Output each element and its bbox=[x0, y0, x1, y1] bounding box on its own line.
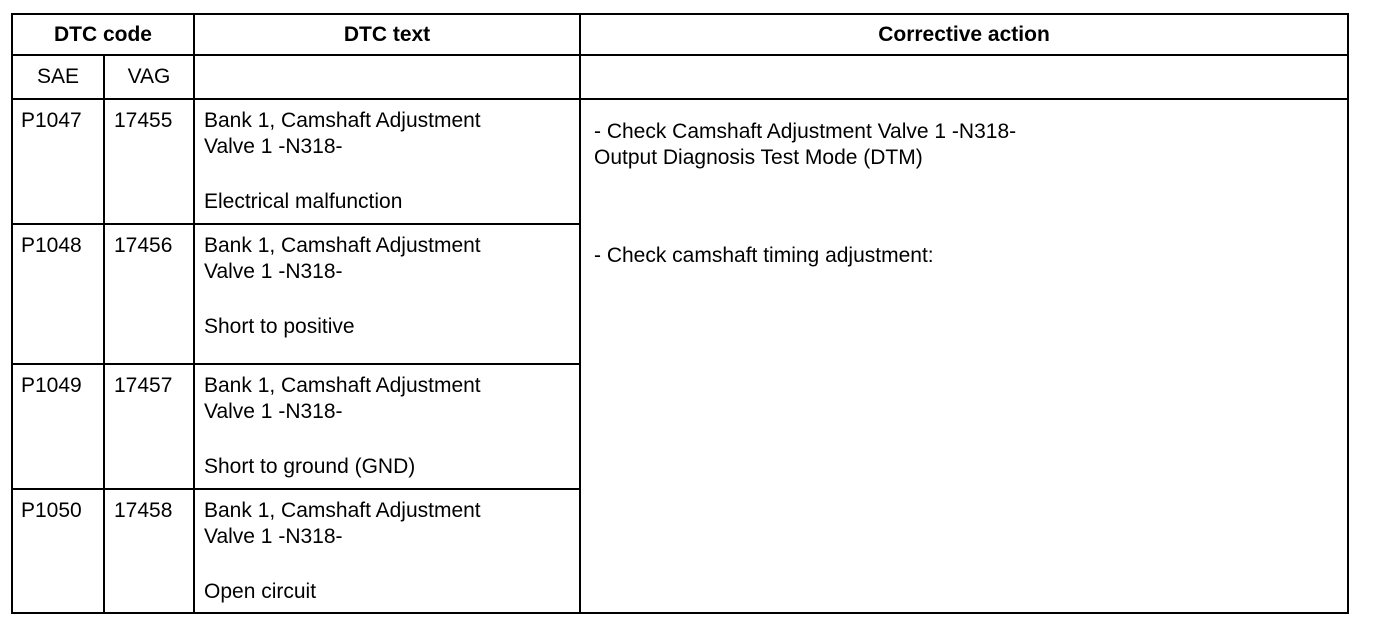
dtc-condition: Short to ground (GND) bbox=[204, 455, 416, 478]
subheader-sae: SAE bbox=[12, 55, 104, 99]
dtc-text-line2: Valve 1 -N318- bbox=[204, 400, 343, 423]
vag-code: 17458 bbox=[104, 489, 194, 613]
table-row bbox=[12, 99, 1348, 224]
table-subheader-row bbox=[12, 55, 1348, 99]
dtc-text-line1: Bank 1, Camshaft Adjustment bbox=[204, 499, 481, 522]
dtc-text-line2: Valve 1 -N318- bbox=[204, 525, 343, 548]
sae-code: P1049 bbox=[12, 364, 104, 489]
header-dtc-text: DTC text bbox=[194, 14, 580, 55]
dtc-condition: Short to positive bbox=[204, 315, 355, 338]
sae-code: P1050 bbox=[12, 489, 104, 613]
action-line1: - Check Camshaft Adjustment Valve 1 -N318- bbox=[594, 120, 1017, 143]
table-header-row bbox=[12, 14, 1348, 55]
vag-code: 17456 bbox=[104, 224, 194, 364]
dtc-text-line1: Bank 1, Camshaft Adjustment bbox=[204, 234, 481, 257]
dtc-description bbox=[194, 364, 580, 489]
vag-code: 17457 bbox=[104, 364, 194, 489]
subheader-empty-action bbox=[580, 55, 1348, 99]
dtc-text-line1: Bank 1, Camshaft Adjustment bbox=[204, 109, 481, 132]
dtc-condition: Electrical malfunction bbox=[204, 190, 403, 213]
dtc-text-line2: Valve 1 -N318- bbox=[204, 260, 343, 283]
dtc-text-line1: Bank 1, Camshaft Adjustment bbox=[204, 374, 481, 397]
corrective-action-cell bbox=[580, 99, 1348, 613]
vag-code: 17455 bbox=[104, 99, 194, 224]
action-line3: - Check camshaft timing adjustment: bbox=[594, 244, 934, 267]
subheader-empty-text bbox=[194, 55, 580, 99]
dtc-text-line2: Valve 1 -N318- bbox=[204, 135, 343, 158]
sae-code: P1048 bbox=[12, 224, 104, 364]
dtc-description bbox=[194, 224, 580, 364]
sae-code: P1047 bbox=[12, 99, 104, 224]
dtc-description bbox=[194, 489, 580, 613]
action-line2: Output Diagnosis Test Mode (DTM) bbox=[594, 146, 923, 169]
subheader-vag: VAG bbox=[104, 55, 194, 99]
dtc-table bbox=[11, 13, 1349, 614]
header-dtc-code: DTC code bbox=[12, 14, 194, 55]
dtc-condition: Open circuit bbox=[204, 580, 317, 603]
dtc-description bbox=[194, 99, 580, 224]
header-corrective-action: Corrective action bbox=[580, 14, 1348, 55]
